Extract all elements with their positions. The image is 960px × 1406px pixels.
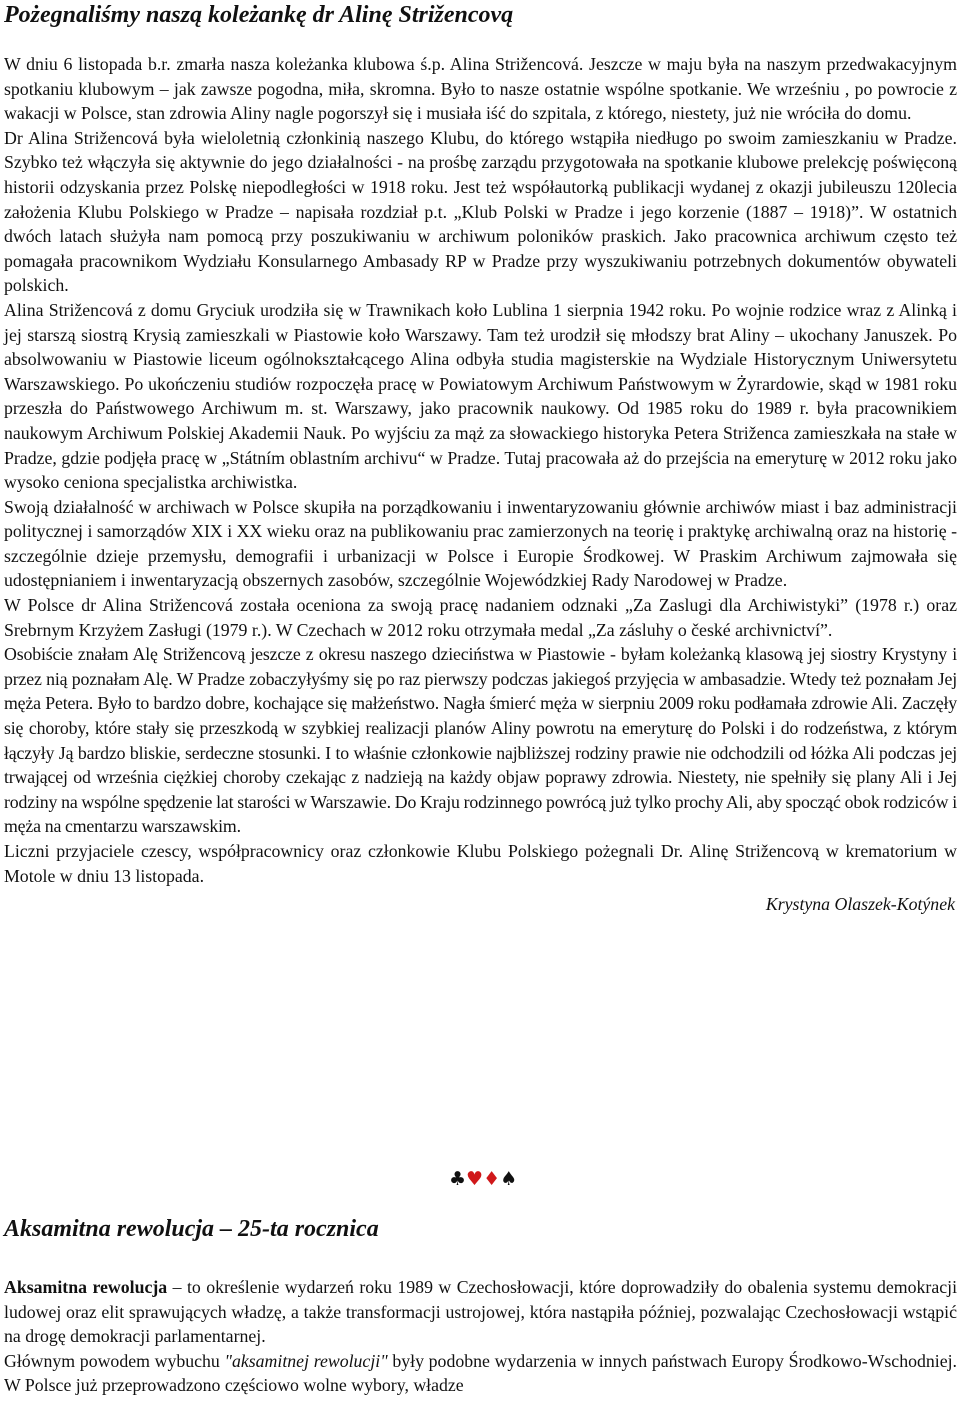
section-title: Aksamitna rewolucja – 25-ta rocznica — [4, 1216, 379, 1242]
section-quote: "aksamitnej rewolucji" — [224, 1350, 388, 1371]
paragraph-4: Swoją działalność w archiwach w Polsce skupiła na porządkowaniu i inwentaryzowaniu głównie archiwów miast i baz administracji politycznej i samorządów XIX i XX wieku oraz na publikowaniu prac zamierzonych na teorię i praktykę archiwalną oraz na historię - szczególnie dzieje przemysłu, demografii i urbanizacji w Polsce i Europie Środkowej. W Praskim Archiwum zajmowała się udostępnianiem i inwentaryzacją obszernych zasobów, szczególnie Wojewódzkiej Rady Narodowej w Pradze. — [4, 496, 957, 591]
spade-icon: ♠ — [500, 1168, 518, 1190]
paragraph-1: W dniu 6 listopada b.r. zmarła nasza koleżanka klubowa ś.p. Alina Strižencová. Jeszcze w maju była na naszym przedwakacyjnym spotkaniu klubowym – jak zawsze pogodna, miła, skromna. Było to nasze ostatnie wspólne spotkanie. We wrześniu , po powrocie z wakacji w Polsce, stan zdrowia Aliny nagle pogorszył się i musiała iść do szpitala, z którego, niestety, już nie wróciła do domu. — [4, 54, 957, 124]
paragraph-7: Liczni przyjaciele czescy, współpracownicy oraz członkowie Klubu Polskiego pożegnali Dr. Alinę Strižencovą w krematorium w Motole w dniu 13 listopada. — [4, 841, 957, 886]
section-paragraph-1 — [4, 1275, 957, 1349]
paragraph-6: Osobiście znałam Alę Strižencovą jeszcze z okresu naszego dzieciństwa w Piastowie - byłam koleżanką klasową jej siostry Krystyny i przez nią poznałam Alę. W Pradze zobaczyłyśmy się po raz pierwszy podczas jakiegoś przyjęcia w ambasadzie. Wtedy też poznałam Jej męża Petera. Było to bardzo dobre, kochające się małżeństwo. Nagła śmierć męża w sierpniu 2009 roku podłamała zdrowie Ali. Zaczęły się choroby, które stały się przeszkodą w szybkiej realizacji planów Aliny powrotu na emeryturę do Polski i do rodzeństwa, z którym łączyły Ją bardzo bliskie, serdeczne stosunki. I to właśnie członkowie najbliższej rodziny prawie nie odchodzili od łóżka Ali podczas jej trwającej od września ciężkiej choroby czekając z nadzieją na każdy objaw poprawy zdrowia. Niestety, nie spełniły się plany Ali i Jej rodziny na wspólne spędzenie lat starości w Warszawie. Do Kraju rodzinnego powrócą już tylko prochy Ali, aby spocząć obok rodziców i męża na cmentarzu warszawskim. — [4, 644, 957, 837]
section-text-after: były podobne wydarzenia w innych państwach Europy Środkowo-Wschodniej. W Polsce już przeprowadzono częściowo wolne wybory, władze — [4, 1350, 957, 1396]
author-signature: Krystyna Olaszek-Kotýnek — [765, 894, 955, 915]
diamond-icon: ♦ — [483, 1168, 501, 1190]
card-suits-separator — [449, 1168, 517, 1190]
term-definition: – to określenie wydarzeń roku 1989 w Czechosłowacji, które doprowadziły do obalenia systemu demokracji ludowej oraz elit sprawujących władzę, a także transformacji ustrojowej, która nastąpiła później, pozwalając Czechosłowacji wstąpić na drogę demokracji parlamentarnej. — [4, 1277, 958, 1347]
article-body — [4, 52, 957, 888]
paragraph-2: Dr Alina Strižencová była wieloletnią członkinią naszego Klubu, do którego wstąpiła niedługo po swoim zamieszkaniu w Pradze. Szybko też włączyła się aktywnie do jego działalności - na prośbę zarządu przygotowała na spotkanie klubowe prelekcję poświęconą historii odzyskania przez Polskę niepodległości w 1918 roku. Jest też współautorką publikacji wydanej z okazji jubileuszu 120lecia założenia Klubu Polskiego w Pradze – napisała rozdział p.t. „Klub Polski w Pradze i jego korzenie (1887 – 1918)”. W ostatnich dwóch latach służyła nam pomocą przy poszukiwaniu w archiwum poloników praskich. Jako pracownica archiwum często też pomagała pracownikom Wydziału Konsularnego Ambasady RP w Pradze przy wyszukiwaniu potrzebnych dokumentów obywateli polskich. — [4, 127, 957, 296]
article-title: Pożegnaliśmy naszą koleżankę dr Alinę Strižencovą — [4, 2, 514, 28]
section-body — [4, 1275, 957, 1398]
heart-icon: ♥ — [466, 1168, 484, 1190]
section-paragraph-2 — [4, 1349, 957, 1398]
club-icon: ♣ — [449, 1168, 467, 1190]
term-bold: Aksamitna rewolucja — [4, 1277, 168, 1297]
section-text-before: Głównym powodem wybuchu — [4, 1350, 225, 1371]
paragraph-3: Alina Strižencová z domu Gryciuk urodziła się w Trawnikach koło Lublina 1 sierpnia 1942 roku. Po wojnie rodzice wraz z Alinką i jej starszą siostrą Krysią zamieszkali w Piastowie koło Warszawy. Tam też urodził się młodszy brat Aliny – ukochany Januszek. Po absolwowaniu w Piastowie liceum ogólnokształcącego Alina odbyła studia magisterskie na Wydziale Historycznym Uniwersytetu Warszawskiego. Po ukończeniu studiów rozpoczęła pracę w Powiatowym Archiwum Państwowym w Żyrardowie, skąd w 1981 roku przeszła do Państwowego Archiwum m. st. Warszawy, jako pracownik naukowy. Od 1985 roku do 1989 r. była pracownikiem naukowym Archiwum Polskiej Akademii Nauk. Po wyjściu za mąż za słowackiego historyka Petera Striženca zamieszkała na stałe w Pradze, gdzie podjęła pracę w „Státním oblastním archivu“ w Pradze. Tutaj pracowała aż do przejścia na emeryturę w 2012 roku jako wysoko ceniona specjalistka archiwistka. — [4, 299, 957, 493]
paragraph-5: W Polsce dr Alina Strižencová została oceniona za swoją pracę nadaniem odznaki „Za Zaslugi dla Archiwistyki” (1978 r.) oraz Srebrnym Krzyżem Zasługi (1979 r.). W Czechach w 2012 roku otrzymała medal „Za zásluhy o české archivnictví”. — [4, 595, 957, 640]
